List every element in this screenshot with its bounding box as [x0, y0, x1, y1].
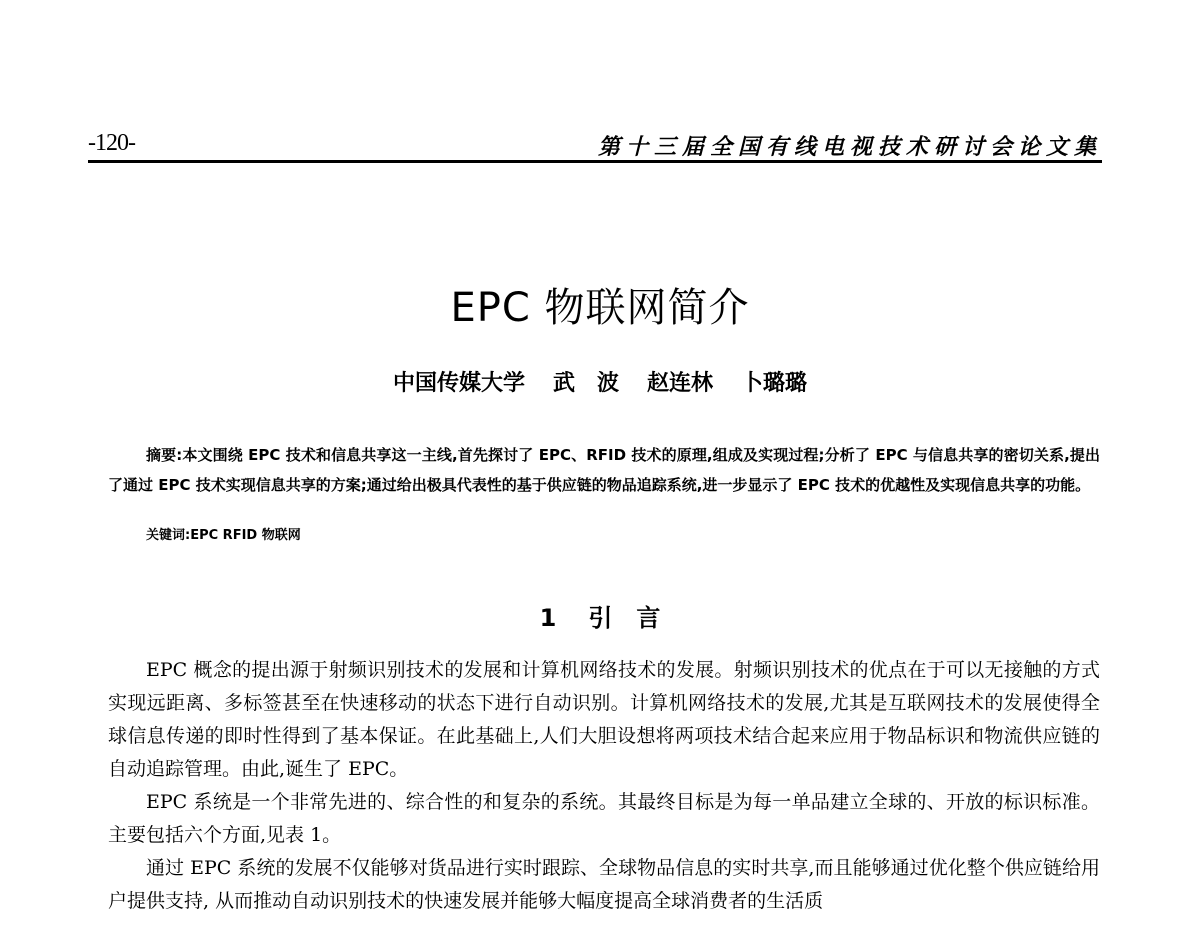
author-name: 卜璐璐 [741, 371, 808, 396]
keywords-list: EPC RFID 物联网 [190, 528, 301, 543]
keywords-label: 关键词: [146, 528, 191, 543]
keywords [146, 524, 301, 543]
paragraph: 通过 EPC 系统的发展不仅能够对货品进行实时跟踪、全球物品信息的实时共享,而且能够通过优化整个供应链给用户提供支持, 从而推动自动识别技术的快速发展并能够大幅度提高全球消费者的生活质 [108, 857, 1100, 912]
paragraph: EPC 系统是一个非常先进的、综合性的和复杂的系统。其最终目标是为每一单品建立全球的、开放的标识标准。主要包括六个方面,见表 1。 [108, 791, 1100, 846]
abstract-label: 摘要: [146, 446, 183, 464]
affiliation: 中国传媒大学 [392, 371, 525, 396]
section-number: 1 [539, 604, 557, 632]
paragraph: EPC 概念的提出源于射频识别技术的发展和计算机网络技术的发展。射频识别技术的优点在于可以无接触的方式实现远距离、多标签甚至在快速移动的状态下进行自动识别。计算机网络技术的发展,尤其是互联网技术的发展使得全球信息传递的即时性得到了基本保证。在此基础上,人们大胆设想将两项技术结合起来应用于物品标识和物流供应链的自动追踪管理。由此,诞生了 EPC。 [108, 659, 1100, 780]
abstract-text: 本文围绕 EPC 技术和信息共享这一主线,首先探讨了 EPC、RFID 技术的原理,组成及实现过程;分析了 EPC 与信息共享的密切关系,提出了通过 EPC 技术实现信息共享的方案;通过给出极具代表性的基于供应链的物品追踪系统,进一步显示了 EPC 技术的优越性及实现信息共享的功能。 [108, 446, 1100, 494]
author-name: 赵连林 [647, 371, 714, 396]
running-header [88, 124, 1102, 160]
article-title: EPC 物联网简介 [450, 285, 750, 331]
abstract [108, 440, 1100, 500]
journal-title: 第十三届全国有线电视技术研讨会论文集 [597, 134, 1102, 160]
section-body [108, 654, 1100, 918]
header-rule [88, 160, 1102, 163]
page-number: -120- [88, 130, 135, 156]
section-title: 引 言 [588, 604, 661, 632]
author-name: 武 波 [552, 371, 619, 396]
section-heading [0, 598, 1200, 633]
author-line [0, 366, 1200, 397]
